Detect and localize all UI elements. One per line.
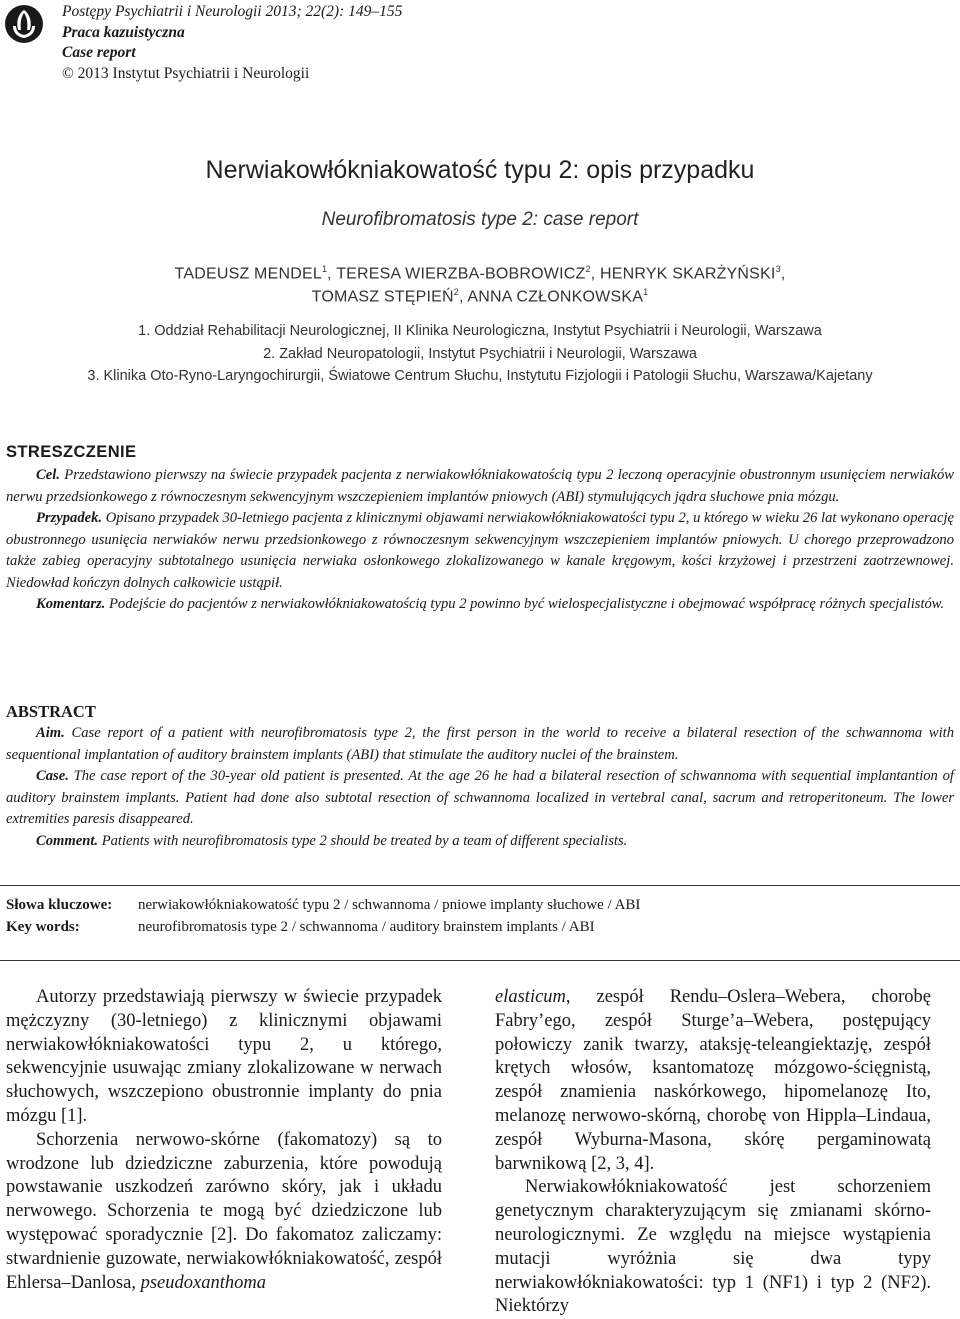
keywords-block <box>6 894 954 938</box>
paragraph-text: Patients with neurofibromatosis type 2 should be treated by a team of different specialists. <box>101 832 628 849</box>
body-paragraph: Nerwiakowłókniakowatość jest schorzeniem genetycznym charakteryzującym się zmianami skórno-neurologicznymi. Ze względu na miejsce wystąpienia mutacji wyróżnia się dwa typy nerwiakowłókniakowatości: typ 1 (NF1) i typ 2 (NF2). Niektórzy <box>495 1177 931 1317</box>
streszczenie-paragraph <box>6 594 954 616</box>
copyright: © 2013 Instytut Psychiatrii i Neurologii <box>62 64 310 82</box>
journal-citation: Postępy Psychiatrii i Neurologii 2013; 22(2): 149–155 <box>62 3 403 20</box>
keywords-value-pl: nerwiakowłókniakowatość typu 2 / schwannoma / pniowe implanty słuchowe / ABI <box>138 897 641 913</box>
body-text: Schorzenia nerwowo-skórne (fakomatozy) są to wrodzone lub dziedziczne zaburzenia, które powodują powstawanie uszkodzeń zarówno skóry, jak i układu nerwowego. Schorzenia te mogą być dziedziczone lub występować sporadycznie [2]. Do fakomatoz zaliczamy: stwardnienie guzowate, nerwiakowłókniakowatość, zespół Ehlersa–Danlosa, <box>6 1129 442 1293</box>
streszczenie-body <box>6 465 954 616</box>
keywords-label-pl: Słowa kluczowe: <box>6 897 113 913</box>
abstract-paragraph <box>6 831 954 853</box>
paragraph-label: Przypadek. <box>36 510 103 526</box>
paragraph-label: Cel. <box>36 467 60 483</box>
affiliation-1: 1. Oddział Rehabilitacji Neurologicznej, II Klinika Neurologiczna, Instytut Psychiatrii i Neurologii, Warszawa <box>138 323 822 339</box>
streszczenie-paragraph <box>6 465 954 508</box>
streszczenie-paragraph <box>6 508 954 594</box>
abstract-paragraph <box>6 766 954 831</box>
author-affiliation-mark: 2 <box>585 264 591 274</box>
author-affiliation-mark: 2 <box>453 287 459 297</box>
author-name: TADEUSZ MENDEL <box>174 265 322 283</box>
body-text-italic: pseudoxanthoma <box>140 1272 266 1293</box>
article-title: Nerwiakowłókniakowatość typu 2: opis przypadku <box>205 156 755 184</box>
body-paragraph: Autorzy przedstawiają pierwszy w świecie przypadek mężczyzny (30-letniego) z klinicznymi objawami nerwiakowłókniakowatości typu 2, u którego, sekwencyjnie usuwając zmiany zlokalizowane w nerwach słuchowych, wszczepiono obustronnie implanty do pnia mózgu [1]. <box>6 987 442 1126</box>
paragraph-text: Case report of a patient with neurofibromatosis type 2, the first person in the world to receive a bilateral resection of the schwannoma with sequentional implantation of auditory brainstem implants (ABI) that stimulate the auditory nuclei of the brainstem. <box>6 725 955 763</box>
author-name: HENRYK SKARŻYŃSKI <box>599 265 776 283</box>
paragraph-text: Przedstawiono pierwszy na świecie przypadek pacjenta z nerwiakowłókniakowatością typu 2 leczoną operacyjnie obustronnym usunięciem nerwiaków nerwu przedsionkowego z równoczesnym sekwencyjnym wszczepieniem implantów pniowych (ABI) stymulujących jądra słuchowe pnia mózgu. <box>6 467 954 505</box>
paragraph-label: Komentarz. <box>36 596 106 612</box>
author-name: ANNA CZŁONKOWSKA <box>467 288 644 306</box>
keywords-row-pl <box>6 894 954 916</box>
keywords-value-en: neurofibromatosis type 2 / schwannoma / auditory brainstem implants / ABI <box>138 919 595 935</box>
keywords-label-en: Key words: <box>6 919 80 935</box>
journal-logo-icon <box>4 4 44 44</box>
body-text: , zespół Rendu–Oslera–Webera, chorobę Fabry’ego, zespół Sturge’a–Webera, postępujący połowiczy zanik twarzy, ataksję-teleangiektazję, zespół krętych włosów, ksantomatozę mózgowo-ścięgnistą, zespół znamienia naskórkowego, hipomelanozę Ito, melanozę nerwowo-skórną, chorobę von Hippla–Lindaua, zespół Wyburna-Masona, skórę pergaminowatą barwnikową [2, 3, 4]. <box>495 987 931 1174</box>
body-paragraph <box>495 986 931 1176</box>
abstract-heading: ABSTRACT <box>6 702 96 721</box>
author-affiliation-mark: 1 <box>321 264 328 274</box>
author-affiliation-mark: 1 <box>643 287 649 297</box>
article-type-pl: Praca kazuistyczna <box>62 23 185 41</box>
article-type-en: Case report <box>62 44 136 61</box>
author-separator: , <box>590 265 600 283</box>
author-list-line-2 <box>0 281 960 308</box>
affiliation-2: 2. Zakład Neuropatologii, Instytut Psychiatrii i Neurologii, Warszawa <box>263 346 697 362</box>
paragraph-text: The case report of the 30-year old patient is presented. At the age 26 he had a bilateral resection of schwannoma with sequential implantantion of auditory brainstem implants. Patient had done also subtotal resection of schwannoma localized in vertebral canal, sacrum and retroperitoneum. The lower extremities paresis disappeared. <box>6 768 954 827</box>
keywords-row-en <box>6 916 954 938</box>
author-separator: , <box>458 288 468 306</box>
abstract-paragraph <box>6 723 954 766</box>
body-column-left <box>6 986 442 1295</box>
author-separator: , <box>327 265 337 283</box>
author-affiliation-mark: 3 <box>775 264 781 274</box>
streszczenie-heading: STRESZCZENIE <box>6 443 137 461</box>
affiliation-3: 3. Klinika Oto-Ryno-Laryngochirurgii, Światowe Centrum Słuchu, Instytutu Fizjologii i Patologii Słuchu, Warszawa/Kajetany <box>87 368 873 384</box>
paragraph-text: Opisano przypadek 30-letniego pacjenta z klinicznymi objawami nerwiakowłókniakowatości typu 2, u którego w wieku 26 lat wykonano operację obustronnego usunięcia nerwiaków nerwu przedsionkowego z równoczesnym sekwencyjnym wszczepieniem implantów pniowych. U chorego przeprowadzono także zabieg operacyjny subtotalnego usunięcia nerwiaka osłonkowego zlokalizowanego w kanale kręgowym, kości krzyżowej i przestrzeni zaotrzewnowej. Niedowład kończyn dolnych całkowicie ustąpił. <box>6 510 954 591</box>
body-column-right <box>495 986 931 1319</box>
journal-header <box>62 2 402 84</box>
article-subtitle: Neurofibromatosis type 2: case report <box>321 209 639 230</box>
author-name: TOMASZ STĘPIEŃ <box>311 288 454 306</box>
paragraph-text: Podejście do pacjentów z nerwiakowłókniakowatością typu 2 powinno być wielospecjalistyczne i obejmować współpracę różnych specjalistów. <box>109 596 945 612</box>
author-name: TERESA WIERZBA-BOBROWICZ <box>336 265 586 283</box>
keywords-rule-top <box>0 885 960 886</box>
body-text-italic: elasticum <box>495 987 566 1007</box>
keywords-rule-bottom <box>0 960 960 961</box>
paragraph-label: Comment. <box>36 832 99 849</box>
body-paragraph <box>6 1129 442 1296</box>
paragraph-label: Aim. <box>36 725 65 741</box>
paragraph-label: Case. <box>36 768 69 784</box>
author-separator: , <box>780 265 786 283</box>
abstract-body <box>6 723 954 852</box>
